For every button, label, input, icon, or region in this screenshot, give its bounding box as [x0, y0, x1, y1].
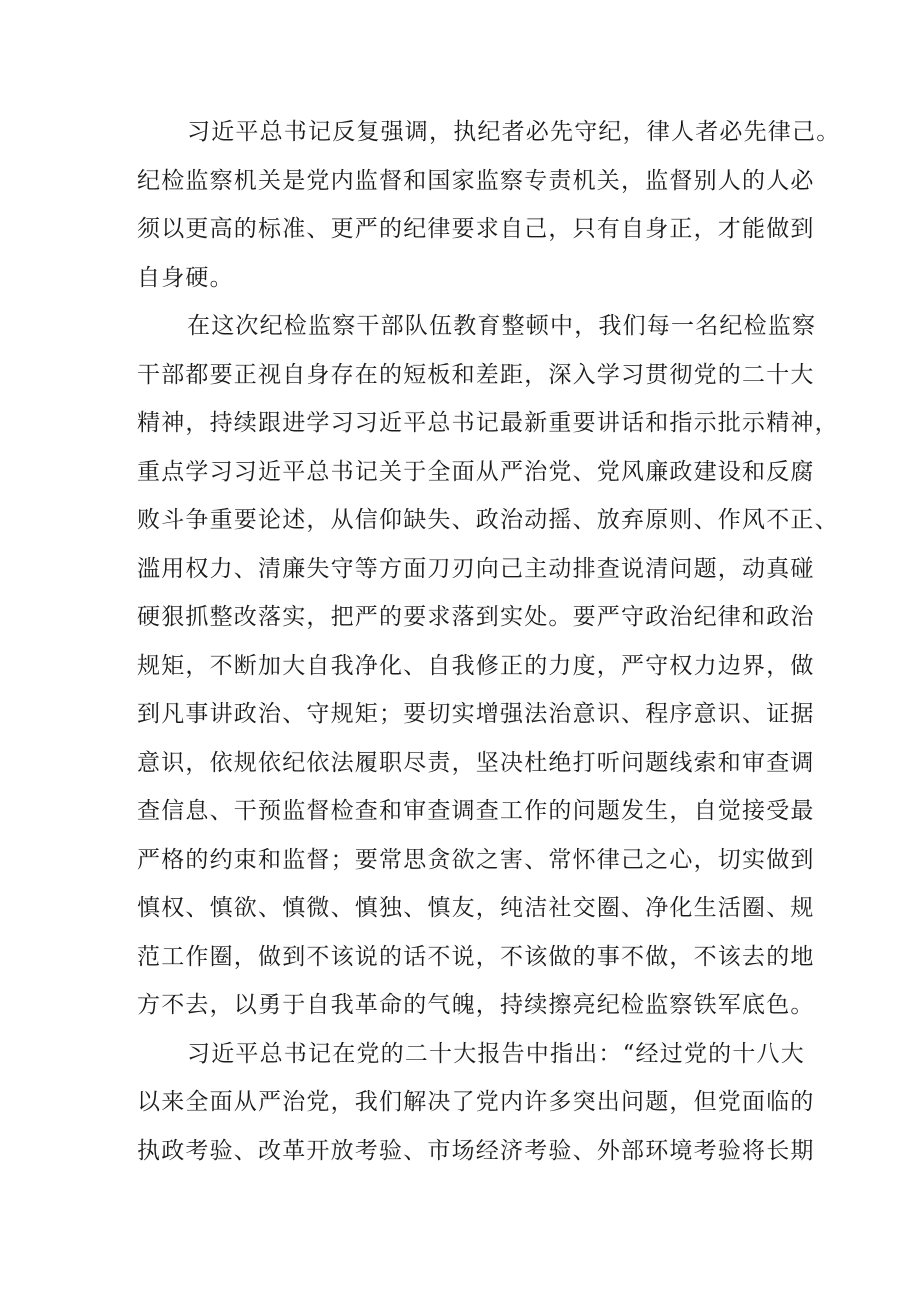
text-line: 重点学习习近平总书记关于全面从严治党、党风廉政建设和反腐: [137, 458, 815, 485]
text-line: 执政考验、改革开放考验、市场经济考验、外部环境考验将长期: [137, 1137, 815, 1164]
paragraph-1: [137, 108, 841, 302]
text-line: 干部都要正视自身存在的短板和差距，深入学习贯彻党的二十大: [137, 361, 815, 388]
document-body: [137, 108, 841, 1175]
text-line: 范工作圈，做到不该说的话不说，不该做的事不做，不该去的地: [137, 943, 815, 970]
text-line: 须以更高的标准、更严的纪律要求自己，只有自身正，才能做到: [137, 216, 815, 242]
text-line: 严格的约束和监督；要常思贪欲之害、常怀律己之心，切实做到: [137, 846, 815, 873]
text-line: 在这次纪检监察干部队伍教育整顿中，我们每一名纪检监察: [187, 313, 817, 339]
text-line: 查信息、干预监督检查和审查调查工作的问题发生，自觉接受最: [137, 798, 815, 824]
text-line: 意识，依规依纪依法履职尽责，坚决杜绝打听问题线索和审查调: [137, 749, 815, 776]
paragraph-2: [137, 302, 839, 1030]
text-line: 败斗争重要论述，从信仰缺失、政治动摇、放弃原则、作风不正、: [137, 507, 839, 533]
text-line: 硬狠抓整改落实，把严的要求落到实处。要严守政治纪律和政治: [137, 604, 815, 630]
text-line: 纪检监察机关是党内监督和国家监察专责机关，监督别人的人必: [137, 167, 815, 194]
paragraph-3: [137, 1030, 815, 1176]
text-line: 慎权、慎欲、慎微、慎独、慎友，纯洁社交圈、净化生活圈、规: [137, 895, 815, 921]
text-line: 习近平总书记在党的二十大报告中指出：“经过党的十八大: [187, 1040, 805, 1067]
text-line: 方不去，以勇于自我革命的气魄，持续擦亮纪检监察铁军底色。: [137, 992, 815, 1018]
text-line: 滥用权力、清廉失守等方面刀刃向己主动排查说清问题，动真碰: [137, 555, 815, 582]
text-line: 到凡事讲政治、守规矩；要切实增强法治意识、程序意识、证据: [137, 701, 815, 727]
text-line: 精神，持续跟进学习习近平总书记最新重要讲话和指示批示精神，: [137, 410, 839, 436]
text-line: 习近平总书记反复强调，执纪者必先守纪，律人者必先律己。: [187, 119, 841, 145]
text-line: 以来全面从严治党，我们解决了党内许多突出问题，但党面临的: [137, 1089, 815, 1115]
text-line: 自身硬。: [137, 264, 234, 291]
text-line: 规矩，不断加大自我净化、自我修正的力度，严守权力边界，做: [137, 652, 815, 679]
